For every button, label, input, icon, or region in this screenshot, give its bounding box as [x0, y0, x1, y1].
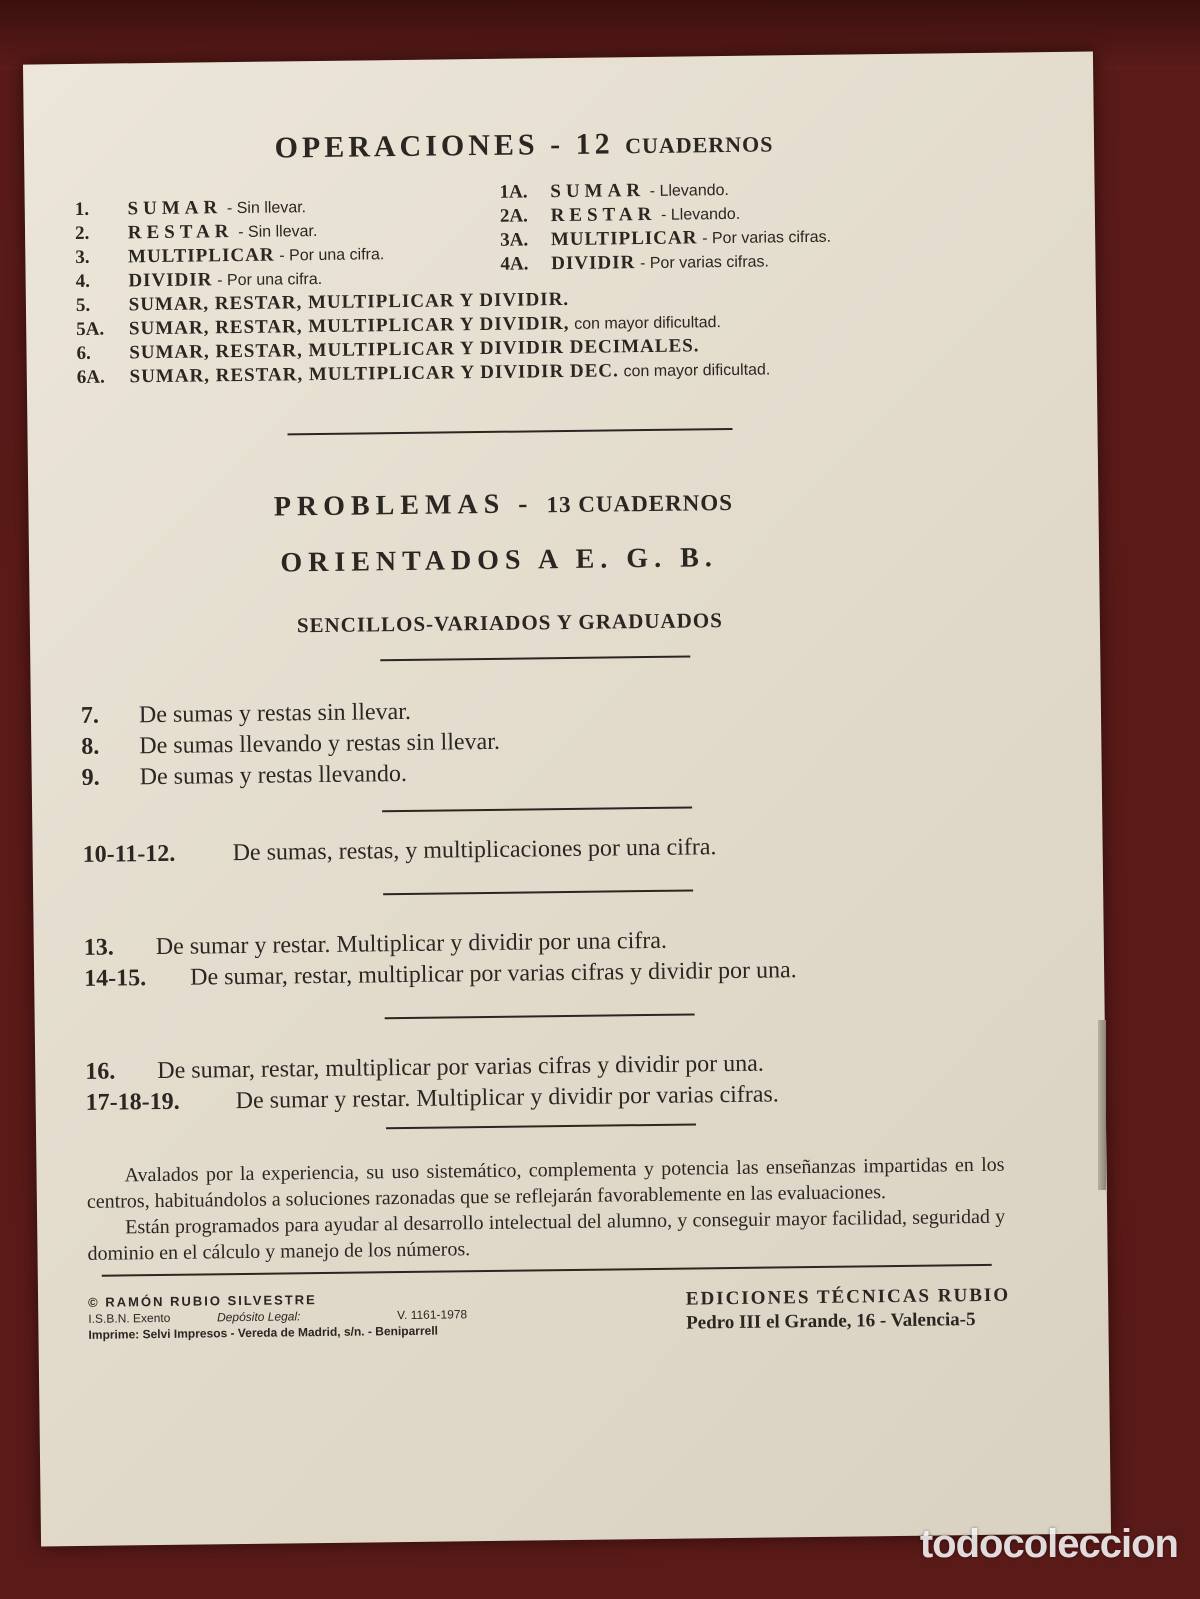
- problem-text: De sumas y restas llevando.: [139, 760, 408, 791]
- op-desc: - Llevando.: [649, 181, 730, 200]
- problem-text: De sumar y restar. Multiplicar y dividir por una cifra.: [155, 927, 668, 961]
- problemas-group-2: [82, 829, 1012, 871]
- problemas-subtitle: ORIENTADOS A E. G. B.: [280, 542, 718, 579]
- problem-num: 7.: [80, 702, 100, 729]
- op-desc: - Llevando.: [660, 205, 741, 224]
- isbn: I.S.B.N. Exento: [88, 1310, 171, 1326]
- problem-num: 13.: [83, 934, 114, 961]
- problemas-title: [0, 483, 1009, 527]
- problem-text: De sumar, restar, multiplicar por varias cifras y dividir por una.: [189, 957, 797, 991]
- problem-num: 16.: [85, 1058, 116, 1085]
- op-desc: - Por varias cifras.: [639, 253, 770, 273]
- problemas-group-3: [84, 922, 1015, 995]
- operaciones-title: [44, 123, 1004, 169]
- op-num: 5.: [75, 294, 91, 316]
- problem-num: 14-15.: [84, 965, 147, 992]
- op-num: 6A.: [76, 366, 105, 388]
- op-name: RESTAR: [127, 221, 234, 244]
- op-item-3: [75, 242, 384, 271]
- op-num: 3.: [75, 246, 90, 268]
- problem-num: 17-18-19.: [85, 1088, 180, 1116]
- op-name: RESTAR: [550, 203, 657, 227]
- booklet-back-cover: [23, 52, 1111, 1547]
- description: [86, 1152, 1005, 1267]
- problem-num: 9.: [81, 764, 100, 791]
- problem-text: De sumas, restas, y multiplicaciones por una cifra.: [232, 834, 717, 867]
- op-name: SUMAR, RESTAR, MULTIPLICAR Y DIVIDIR DECIMALES.: [129, 335, 700, 364]
- divider: [380, 655, 690, 661]
- divider: [383, 889, 693, 895]
- problem-num: 10-11-12.: [82, 840, 176, 868]
- op-num: 6.: [76, 342, 91, 364]
- op-desc: - Sin llevar.: [226, 199, 307, 218]
- operaciones-title-main: OPERACIONES - 12: [274, 127, 614, 165]
- divider: [288, 428, 733, 435]
- problem-text: De sumas llevando y restas sin llevar.: [139, 728, 501, 760]
- problem-text: De sumar y restar. Multiplicar y dividir por varias cifras.: [235, 1081, 779, 1115]
- paper-edge: [1098, 1020, 1106, 1190]
- op-item-4a: [500, 249, 769, 277]
- op-num: 5A.: [76, 318, 105, 340]
- op-name: SUMAR: [127, 197, 223, 220]
- footer-divider: [102, 1264, 992, 1277]
- op-num: 3A.: [500, 229, 529, 251]
- publisher-name: EDICIONES TÉCNICAS RUBIO: [685, 1284, 1011, 1310]
- problemas-title-main: PROBLEMAS -: [273, 488, 534, 523]
- op-num: 2.: [74, 222, 90, 244]
- op-desc: - Por una cifra.: [217, 270, 323, 290]
- description-paragraph-1: Avalados por la experiencia, su uso sistemático, complementa y potencia las enseñanzas impartidas en los centros, habituándolos a soluciones razonadas que se reflejarán favorablemente en las evaluaciones.: [86, 1153, 1005, 1213]
- divider: [382, 806, 692, 812]
- op-name: SUMAR: [550, 180, 646, 203]
- imprint-right: [686, 1284, 1011, 1336]
- deposito-legal-number: V. 1161-1978: [397, 1307, 468, 1323]
- description-paragraph-2: Están programados para ayudar al desarrollo intelectual del alumno, y conseguir mayor facilidad, seguridad y dominio en el cálculo y manejo de los números.: [87, 1205, 1006, 1265]
- op-num: 1A.: [499, 181, 528, 203]
- op-num: 1.: [74, 198, 90, 220]
- watermark-logo: todocoleccion: [919, 1522, 1178, 1566]
- problemas-group-4: [85, 1046, 1016, 1119]
- problemas-title-small: 13 CUADERNOS: [546, 489, 734, 518]
- imprint-footer: [88, 1284, 1019, 1365]
- op-name: MULTIPLICAR: [127, 244, 275, 268]
- op-num: 2A.: [499, 205, 528, 227]
- op-desc: - Por varias cifras.: [702, 228, 832, 248]
- problem-text: De sumar, restar, multiplicar por varias cifras y dividir por una.: [157, 1050, 764, 1085]
- op-name: DIVIDIR: [551, 252, 636, 275]
- problemas-tagline: SENCILLOS-VARIADOS Y GRADUADOS: [296, 608, 723, 638]
- op-num: 4.: [75, 270, 91, 292]
- op-item-3a: [500, 225, 831, 254]
- printer-line: Imprime: Selvi Impresos - Vereda de Madrid, s/n. - Beniparrell: [88, 1323, 439, 1342]
- divider: [386, 1123, 696, 1129]
- op-name: SUMAR, RESTAR, MULTIPLICAR Y DIVIDIR,: [128, 312, 570, 340]
- op-name: SUMAR, RESTAR, MULTIPLICAR Y DIVIDIR.: [128, 288, 570, 316]
- op-desc: - Sin llevar.: [238, 223, 318, 241]
- problem-item: [82, 829, 1012, 871]
- op-name: MULTIPLICAR: [550, 227, 698, 251]
- problem-num: 8.: [81, 733, 100, 760]
- op-desc: - Por una cifra.: [279, 246, 385, 265]
- problemas-group-1: [81, 690, 1012, 794]
- op-name: SUMAR, RESTAR, MULTIPLICAR Y DIVIDIR DEC.: [129, 360, 619, 388]
- operaciones-list: [74, 171, 1007, 402]
- op-name: DIVIDIR: [128, 269, 213, 292]
- divider: [385, 1013, 695, 1019]
- publisher-address: Pedro III el Grande, 16 - Valencia-5: [686, 1309, 976, 1334]
- operaciones-title-small: CUADERNOS: [624, 131, 774, 159]
- op-desc: con mayor dificultad.: [623, 361, 771, 381]
- op-desc: con mayor dificultad.: [574, 314, 721, 333]
- cover-content: [74, 123, 1019, 1365]
- deposito-legal-label: Depósito Legal:: [216, 1309, 301, 1325]
- imprint-left: [88, 1290, 467, 1343]
- op-num: 4A.: [500, 253, 529, 275]
- problem-text: De sumas y restas sin llevar.: [138, 698, 412, 729]
- copyright-author: © RAMÓN RUBIO SILVESTRE: [88, 1292, 317, 1310]
